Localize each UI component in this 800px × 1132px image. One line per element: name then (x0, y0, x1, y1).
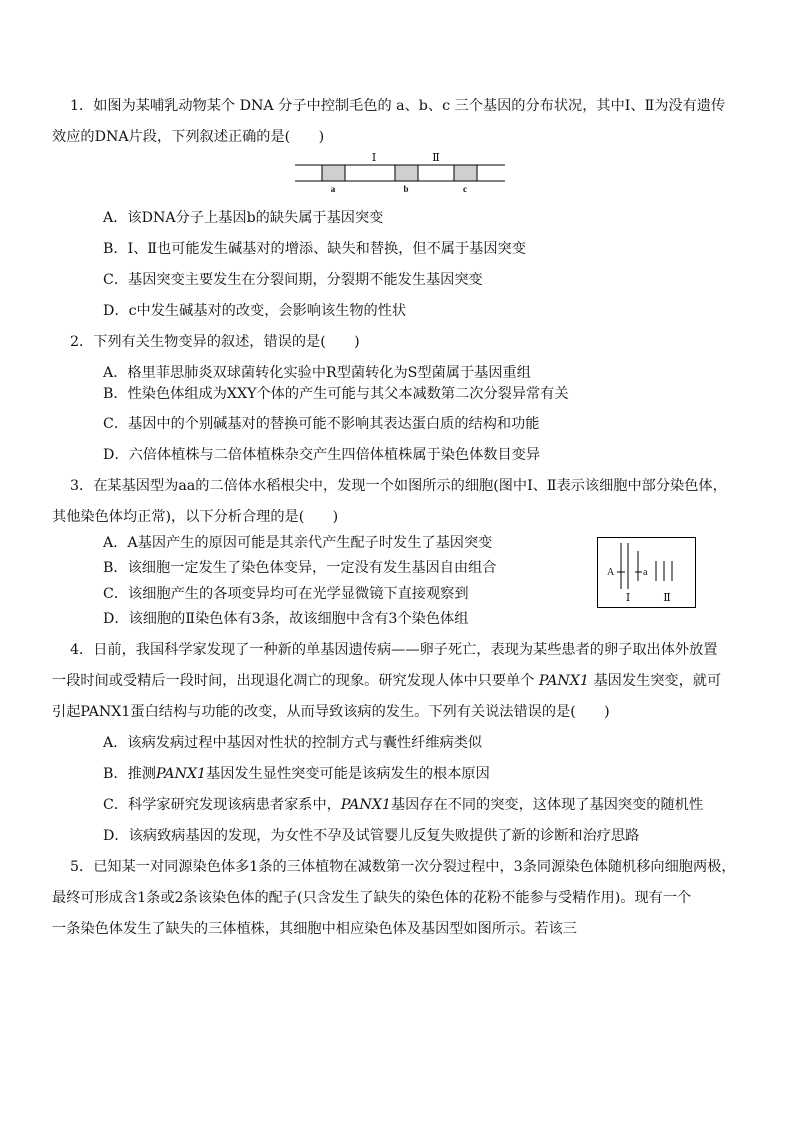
group-2-label: Ⅱ (663, 592, 671, 604)
q4-option-c-post: 基因存在不同的突变，这体现了基因突变的随机性 (390, 797, 704, 813)
q4-line2-text: 一段时间或受精后一段时间，出现退化凋亡的现象。研究发现人体中只要单个 (52, 673, 535, 689)
segment-1-label: Ⅰ (371, 152, 377, 164)
q2-option-a: A．格里菲思肺炎双球菌转化实验中R型菌转化为S型菌属于基因重组 (103, 365, 531, 381)
gene-c-box (454, 165, 477, 181)
q4-line2-tail: 基因发生突变，就可 (593, 673, 722, 689)
allele-A-label: A (607, 567, 615, 578)
q4-stem-line-1: 4．日前，我国科学家发现了一种新的单基因遗传病——卵子死亡，表现为某些患者的卵子取出体外放置 (70, 642, 718, 658)
allele-a-label: a (643, 567, 648, 578)
gene-a-box (322, 165, 345, 181)
q4-option-b (103, 765, 490, 783)
q3-option-b: B．该细胞一定发生了染色体变异，一定没有发生基因自由组合 (103, 560, 497, 576)
q5-stem-line-2: 最终可形成含1条或2条该染色体的配子(只含发生了缺失的染色体的花粉不能参与受精作用)。现有一个 (52, 890, 692, 906)
gene-c-label: c (463, 184, 467, 194)
q4-option-c-pre: C．科学家研究发现该病患者家系中， (103, 797, 341, 813)
q4-option-c (103, 796, 703, 814)
q1-option-d: D．c中发生碱基对的改变，会影响该生物的性状 (103, 303, 407, 319)
q2-option-b: B．性染色体组成为XXY个体的产生可能与其父本减数第二次分裂异常有关 (103, 386, 569, 402)
dna-segment-figure (295, 150, 507, 196)
q5-stem-line-1: 5．已知某一对同源染色体多1条的三体植物在减数第一次分裂过程中，3条同源染色体随机移向细胞两极， (70, 859, 736, 875)
group-1-label: Ⅰ (625, 592, 631, 604)
q3-option-d: D．该细胞的Ⅱ染色体有3条，故该细胞中含有3个染色体组 (103, 611, 469, 627)
q1-option-b: B．Ⅰ、Ⅱ也可能发生碱基对的增添、缺失和替换，但不属于基因突变 (103, 241, 526, 257)
q3-option-c: C．该细胞产生的各项变异均可在光学显微镜下直接观察到 (103, 586, 469, 602)
q4-option-d: D．该病致病基因的发现，为女性不孕及试管婴儿反复失败提供了新的诊断和治疗思路 (103, 828, 640, 844)
q4-option-b-pre: B．推测 (103, 766, 156, 782)
q4-option-c-gene: PANX1 (340, 797, 391, 813)
gene-a-label: a (330, 184, 336, 194)
cell-chromosome-figure (597, 537, 697, 609)
q2-stem: 2．下列有关生物变异的叙述，错误的是( ) (70, 334, 360, 350)
q2-option-d: D．六倍体植株与二倍体植株杂交产生四倍体植株属于染色体数目变异 (103, 447, 541, 463)
q1-option-c: C．基因突变主要发生在分裂间期，分裂期不能发生基因突变 (103, 272, 483, 288)
q1-stem-line-2: 效应的DNA片段，下列叙述正确的是( ) (52, 129, 325, 145)
q4-stem-line-3: 引起PANX1蛋白结构与功能的改变，从而导致该病的发生。下列有关说法错误的是( ) (52, 704, 610, 720)
q3-option-a: A．A基因产生的原因可能是其亲代产生配子时发生了基因突变 (103, 535, 493, 551)
q3-stem-line-2: 其他染色体均正常)，以下分析合理的是( ) (52, 509, 339, 525)
q5-stem-line-3: 一条染色体发生了缺失的三体植株，其细胞中相应染色体及基因型如图所示。若该三 (52, 921, 577, 937)
gene-b-box (395, 165, 418, 181)
q4-option-b-post: 基因发生显性突变可能是该病发生的根本原因 (206, 766, 490, 782)
q2-option-c: C．基因中的个别碱基对的替换可能不影响其表达蛋白质的结构和功能 (103, 416, 540, 432)
q4-option-b-gene: PANX1 (156, 766, 207, 782)
q4-option-a: A．该病发病过程中基因对性状的控制方式与囊性纤维病类似 (103, 735, 483, 751)
q4-stem-line-2 (52, 672, 721, 690)
segment-2-label: Ⅱ (432, 152, 440, 164)
gene-b-label: b (403, 184, 409, 194)
q3-stem-line-1: 3．在某基因型为aa的二倍体水稻根尖中，发现一个如图所示的细胞(图中Ⅰ、Ⅱ表示该细胞中部分染色体， (70, 478, 727, 494)
q4-gene-name: PANX1 (538, 673, 589, 689)
q1-stem-line-1: 1．如图为某哺乳动物某个 DNA 分子中控制毛色的 a、b、c 三个基因的分布状况，其中Ⅰ、Ⅱ为没有遗传 (70, 98, 726, 114)
q1-option-a: A．该DNA分子上基因b的缺失属于基因突变 (103, 210, 384, 226)
